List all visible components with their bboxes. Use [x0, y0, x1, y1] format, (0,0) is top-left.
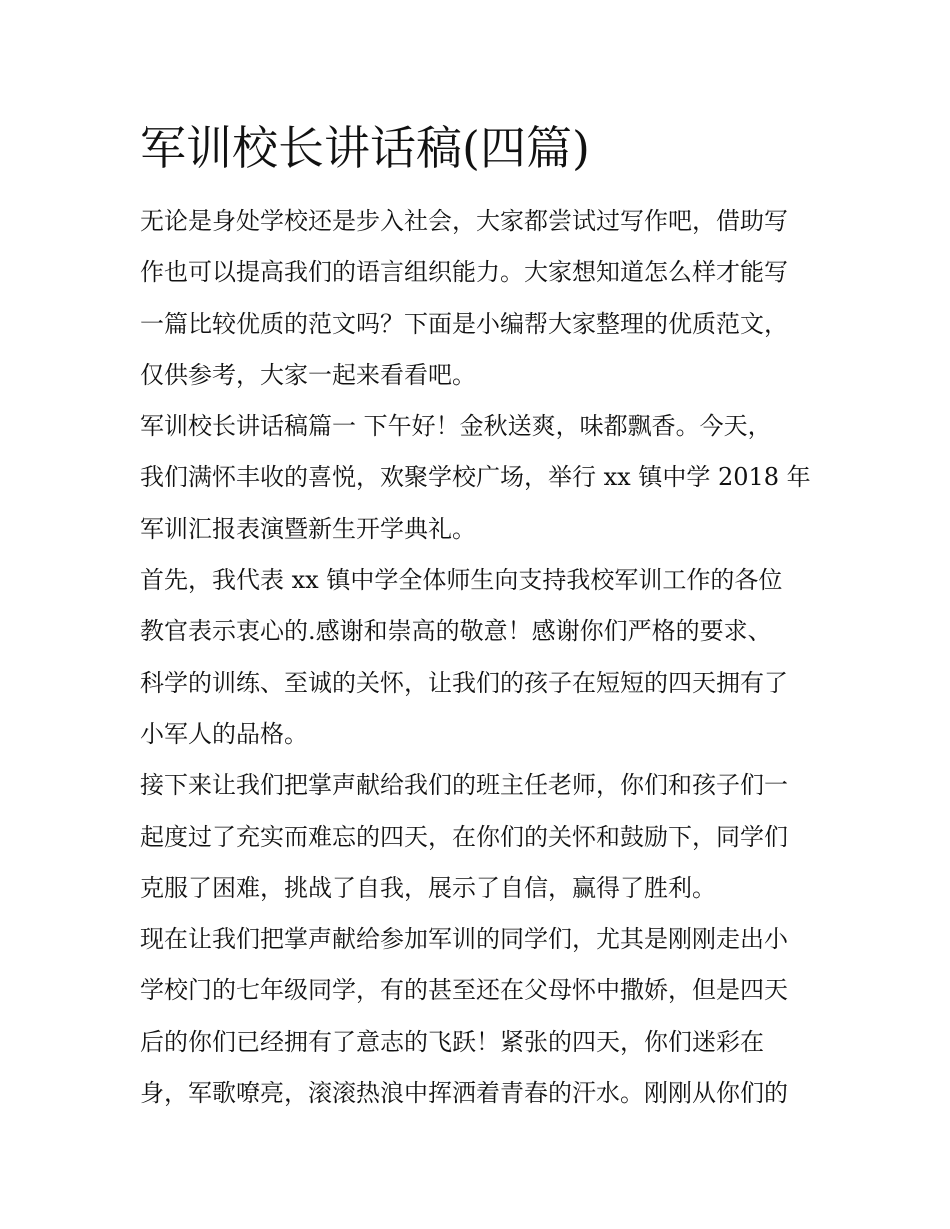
- body-line: 仅供参考，大家一起来看看吧。: [140, 360, 476, 389]
- document-title: 军训校长讲话稿(四篇): [140, 121, 590, 175]
- body-line: 身，军歌嘹亮，滚滚热浪中挥洒着青春的汗水。刚刚从你们的: [140, 1079, 788, 1108]
- body-line: 克服了困难，挑战了自我，展示了自信，赢得了胜利。: [140, 873, 716, 902]
- body-line: 后的你们已经拥有了意志的飞跃！紧张的四天，你们迷彩在: [140, 1027, 764, 1056]
- body-line: 一篇比较优质的范文吗？下面是小编帮大家整理的优质范文，: [140, 309, 788, 338]
- body-line: 首先，我代表 xx 镇中学全体师生向支持我校军训工作的各位: [140, 566, 783, 595]
- body-line: 教官表示衷心的.感谢和崇高的敬意！感谢你们严格的要求、: [140, 617, 772, 646]
- document-body: [140, 196, 820, 1119]
- body-line: 科学的训练、至诚的关怀，让我们的孩子在短短的四天拥有了: [140, 668, 788, 697]
- body-line: 我们满怀丰收的喜悦，欢聚学校广场，举行 xx 镇中学 2018 年: [140, 463, 811, 492]
- body-line: 军训校长讲话稿篇一 下午好！金秋送爽，味都飘香。今天，: [140, 412, 772, 441]
- body-line: 学校门的七年级同学，有的甚至还在父母怀中撒娇，但是四天: [140, 976, 788, 1005]
- body-line: 起度过了充实而难忘的四天，在你们的关怀和鼓励下，同学们: [140, 822, 788, 851]
- body-line: 接下来让我们把掌声献给我们的班主任老师，你们和孩子们一: [140, 771, 788, 800]
- body-line: 小军人的品格。: [140, 719, 308, 748]
- body-line: 无论是身处学校还是步入社会，大家都尝试过写作吧，借助写: [140, 207, 788, 235]
- body-line: 军训汇报表演暨新生开学典礼。: [140, 514, 476, 543]
- body-line: 现在让我们把掌声献给参加军训的同学们，尤其是刚刚走出小: [140, 925, 788, 954]
- body-line: 作也可以提高我们的语言组织能力。大家想知道怎么样才能写: [140, 258, 788, 287]
